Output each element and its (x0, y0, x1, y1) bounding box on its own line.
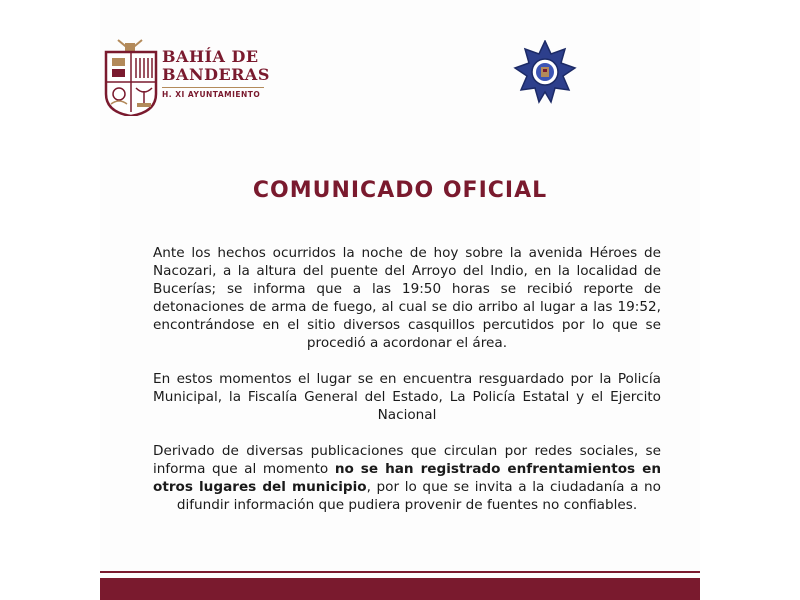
municipal-wordmark (162, 48, 282, 99)
wordmark-divider (162, 87, 264, 88)
advisory-text-end: , por lo que se invita a la ciudadanía a no difundir información que pudiera provenir de fuentes no confiables. (176, 479, 661, 513)
footer-rule (100, 571, 700, 573)
paragraph-incident: Ante los hechos ocurridos la noche de hoy sobre la avenida Héroes de Nacozari, a la altura del puente del Arroyo del Indio, en la localidad de Bucerías; se informa que a las 19:50 horas se recibió reporte de detonaciones de arma de fuego, al cual se dio arribo al lugar a las 19:52, encontrándose en el sitio diversos casquillos percutidos por lo que se procedió a acordonar el área. (153, 245, 661, 351)
advisory-text-start: Derivado de diversas publicaciones que circulan por redes sociales, se informa que al momento (153, 443, 661, 477)
paragraph-advisory (153, 442, 661, 514)
police-badge-icon (513, 40, 577, 104)
municipality-name-line2: BANDERAS (162, 65, 270, 84)
municipality-subtitle: H. XI AYUNTAMIENTO (162, 90, 261, 99)
advisory-emphasis: no se han registrado enfrentamientos en otros lugares del municipio (153, 461, 662, 495)
footer-band (100, 578, 700, 600)
communique-body (153, 244, 661, 532)
paragraph-security: En estos momentos el lugar se en encuentra resguardado por la Policía Municipal, la Fiscalía General del Estado, La Policía Estatal y el Ejercito Nacional (153, 371, 661, 423)
document-title: COMUNICADO OFICIAL (252, 178, 548, 203)
municipality-name-line1: BAHÍA DE (162, 47, 259, 66)
